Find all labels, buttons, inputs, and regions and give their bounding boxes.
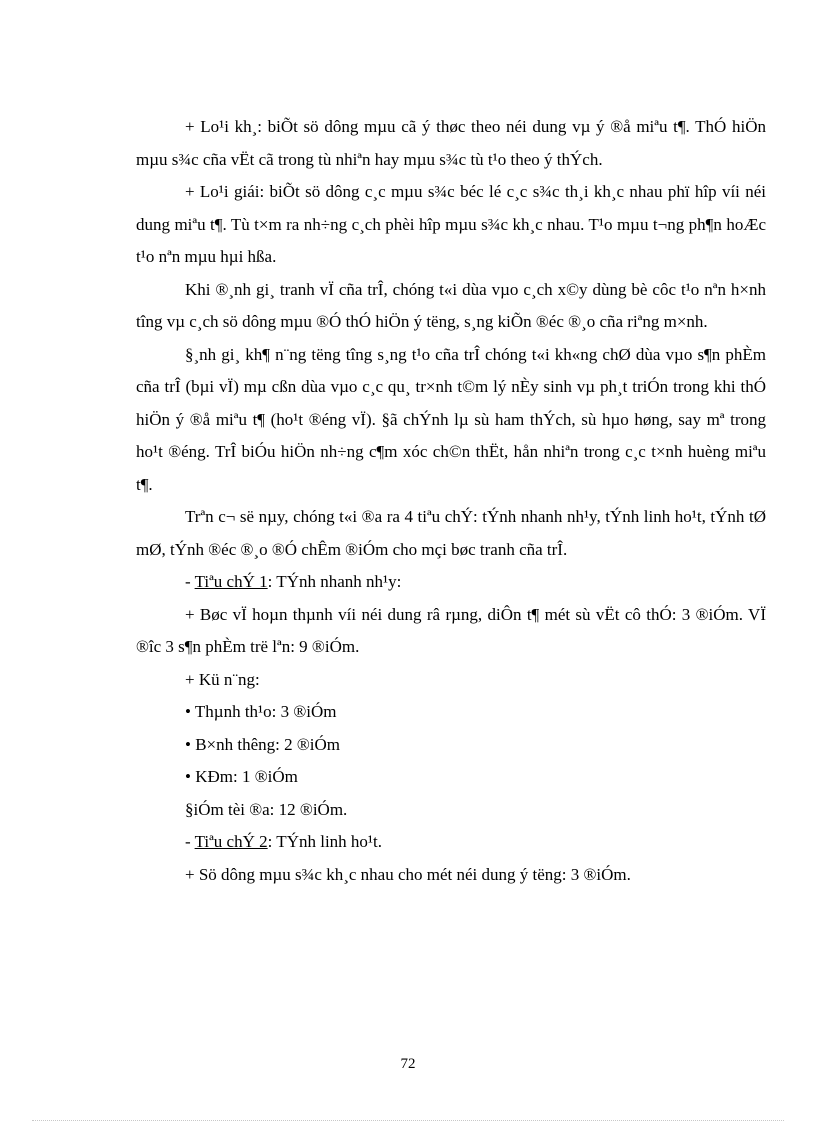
criteria-1-max-score: §iÓm tèi ®a: 12 ®iÓm.	[185, 799, 348, 819]
criteria-1-heading	[136, 566, 766, 599]
body-text	[136, 111, 766, 891]
criteria-1-item: + Kü n¨ng:	[185, 669, 260, 689]
criteria-1-prefix: -	[185, 572, 195, 591]
criteria-1-rest: : TÝnh nhanh nh¹y:	[267, 572, 402, 591]
paragraph-creativity-assessment: §¸nh gi¸ kh¶ n¨ng tëng tîng s¸ng t¹o cña trÎ chóng t«i kh«ng chØ dùa vµo s¶n phÈm cña trÎ (bµi vÏ) mµ cßn dùa vµo c¸c qu¸ tr×nh t©m lý nÈy sinh vµ ph¸t triÓn trong khi thÓ hiÖn ý ®å miªu t¶ (ho¹t ®éng vÏ). §ã chÝnh lµ sù ham thÝch, sù hµo høng, say mª trong ho¹t ®éng. TrÎ biÓu hiÖn nh÷ng c¶m xóc ch©n thËt, hån nhiªn trong c¸c t×nh huèng miªu t¶.	[136, 344, 766, 494]
paragraph-evaluation-method: Khi ®¸nh gi¸ tranh vÏ cña trÎ, chóng t«i dùa vµo c¸ch x©y dùng bè côc t¹o nªn h×nh tîng vµ c¸ch sö dông mµu ®Ó thÓ hiÖn ý tëng, s¸ng kiÕn ®éc ®¸o cña riªng m×nh.	[136, 279, 766, 331]
criteria-1-title: Tiªu chÝ 1	[194, 572, 268, 591]
criteria-2-title: Tiªu chÝ 2	[194, 832, 268, 851]
criteria-1-item: • B×nh thêng: 2 ®iÓm	[185, 734, 341, 754]
criteria-1-item: + Bøc vÏ hoµn thµnh víi néi dung râ rµng, diÔn t¶ mét sù vËt cô thÓ: 3 ®iÓm. VÏ ®îc 3 s¶n phÈm trë lªn: 9 ®iÓm.	[136, 604, 766, 656]
footer-divider	[32, 1120, 784, 1121]
paragraph-criteria-intro: Trªn c¬ së nµy, chóng t«i ®a ra 4 tiªu chÝ: tÝnh nhanh nh¹y, tÝnh linh ho¹t, tÝnh tØ mØ, tÝnh ®éc ®¸o ®Ó chÊm ®iÓm cho mçi bøc tranh cña trÎ.	[136, 507, 766, 559]
criteria-2-heading	[136, 826, 766, 859]
criteria-2-rest: : TÝnh linh ho¹t.	[267, 832, 382, 851]
criteria-1-item: • Thµnh th¹o: 3 ®iÓm	[185, 702, 337, 721]
page-number: 72	[400, 1056, 416, 1072]
paragraph-type-good: + Lo¹i giái: biÕt sö dông c¸c mµu s¾c béc lé c¸c s¾c th¸i kh¸c nhau phï hîp víi néi dung miªu t¶. Tù t×m ra nh÷ng c¸ch phèi hîp mµu s¾c kh¸c nhau. T¹o mµu t¬ng ph¶n hoÆc t¹o nªn mµu hµi hßa.	[136, 182, 766, 266]
criteria-2-item: + Sö dông mµu s¾c kh¸c nhau cho mét néi dung ý tëng: 3 ®iÓm.	[185, 864, 631, 884]
criteria-2-prefix: -	[185, 832, 195, 851]
paragraph-type-fair: + Lo¹i kh¸: biÕt sö dông mµu cã ý thøc theo néi dung vµ ý ®å miªu t¶. ThÓ hiÖn mµu s¾c cña vËt cã trong tù nhiªn hay mµu s¾c tù t¹o theo ý thÝch.	[136, 117, 766, 169]
criteria-1-item: • KÐm: 1 ®iÓm	[185, 767, 298, 786]
